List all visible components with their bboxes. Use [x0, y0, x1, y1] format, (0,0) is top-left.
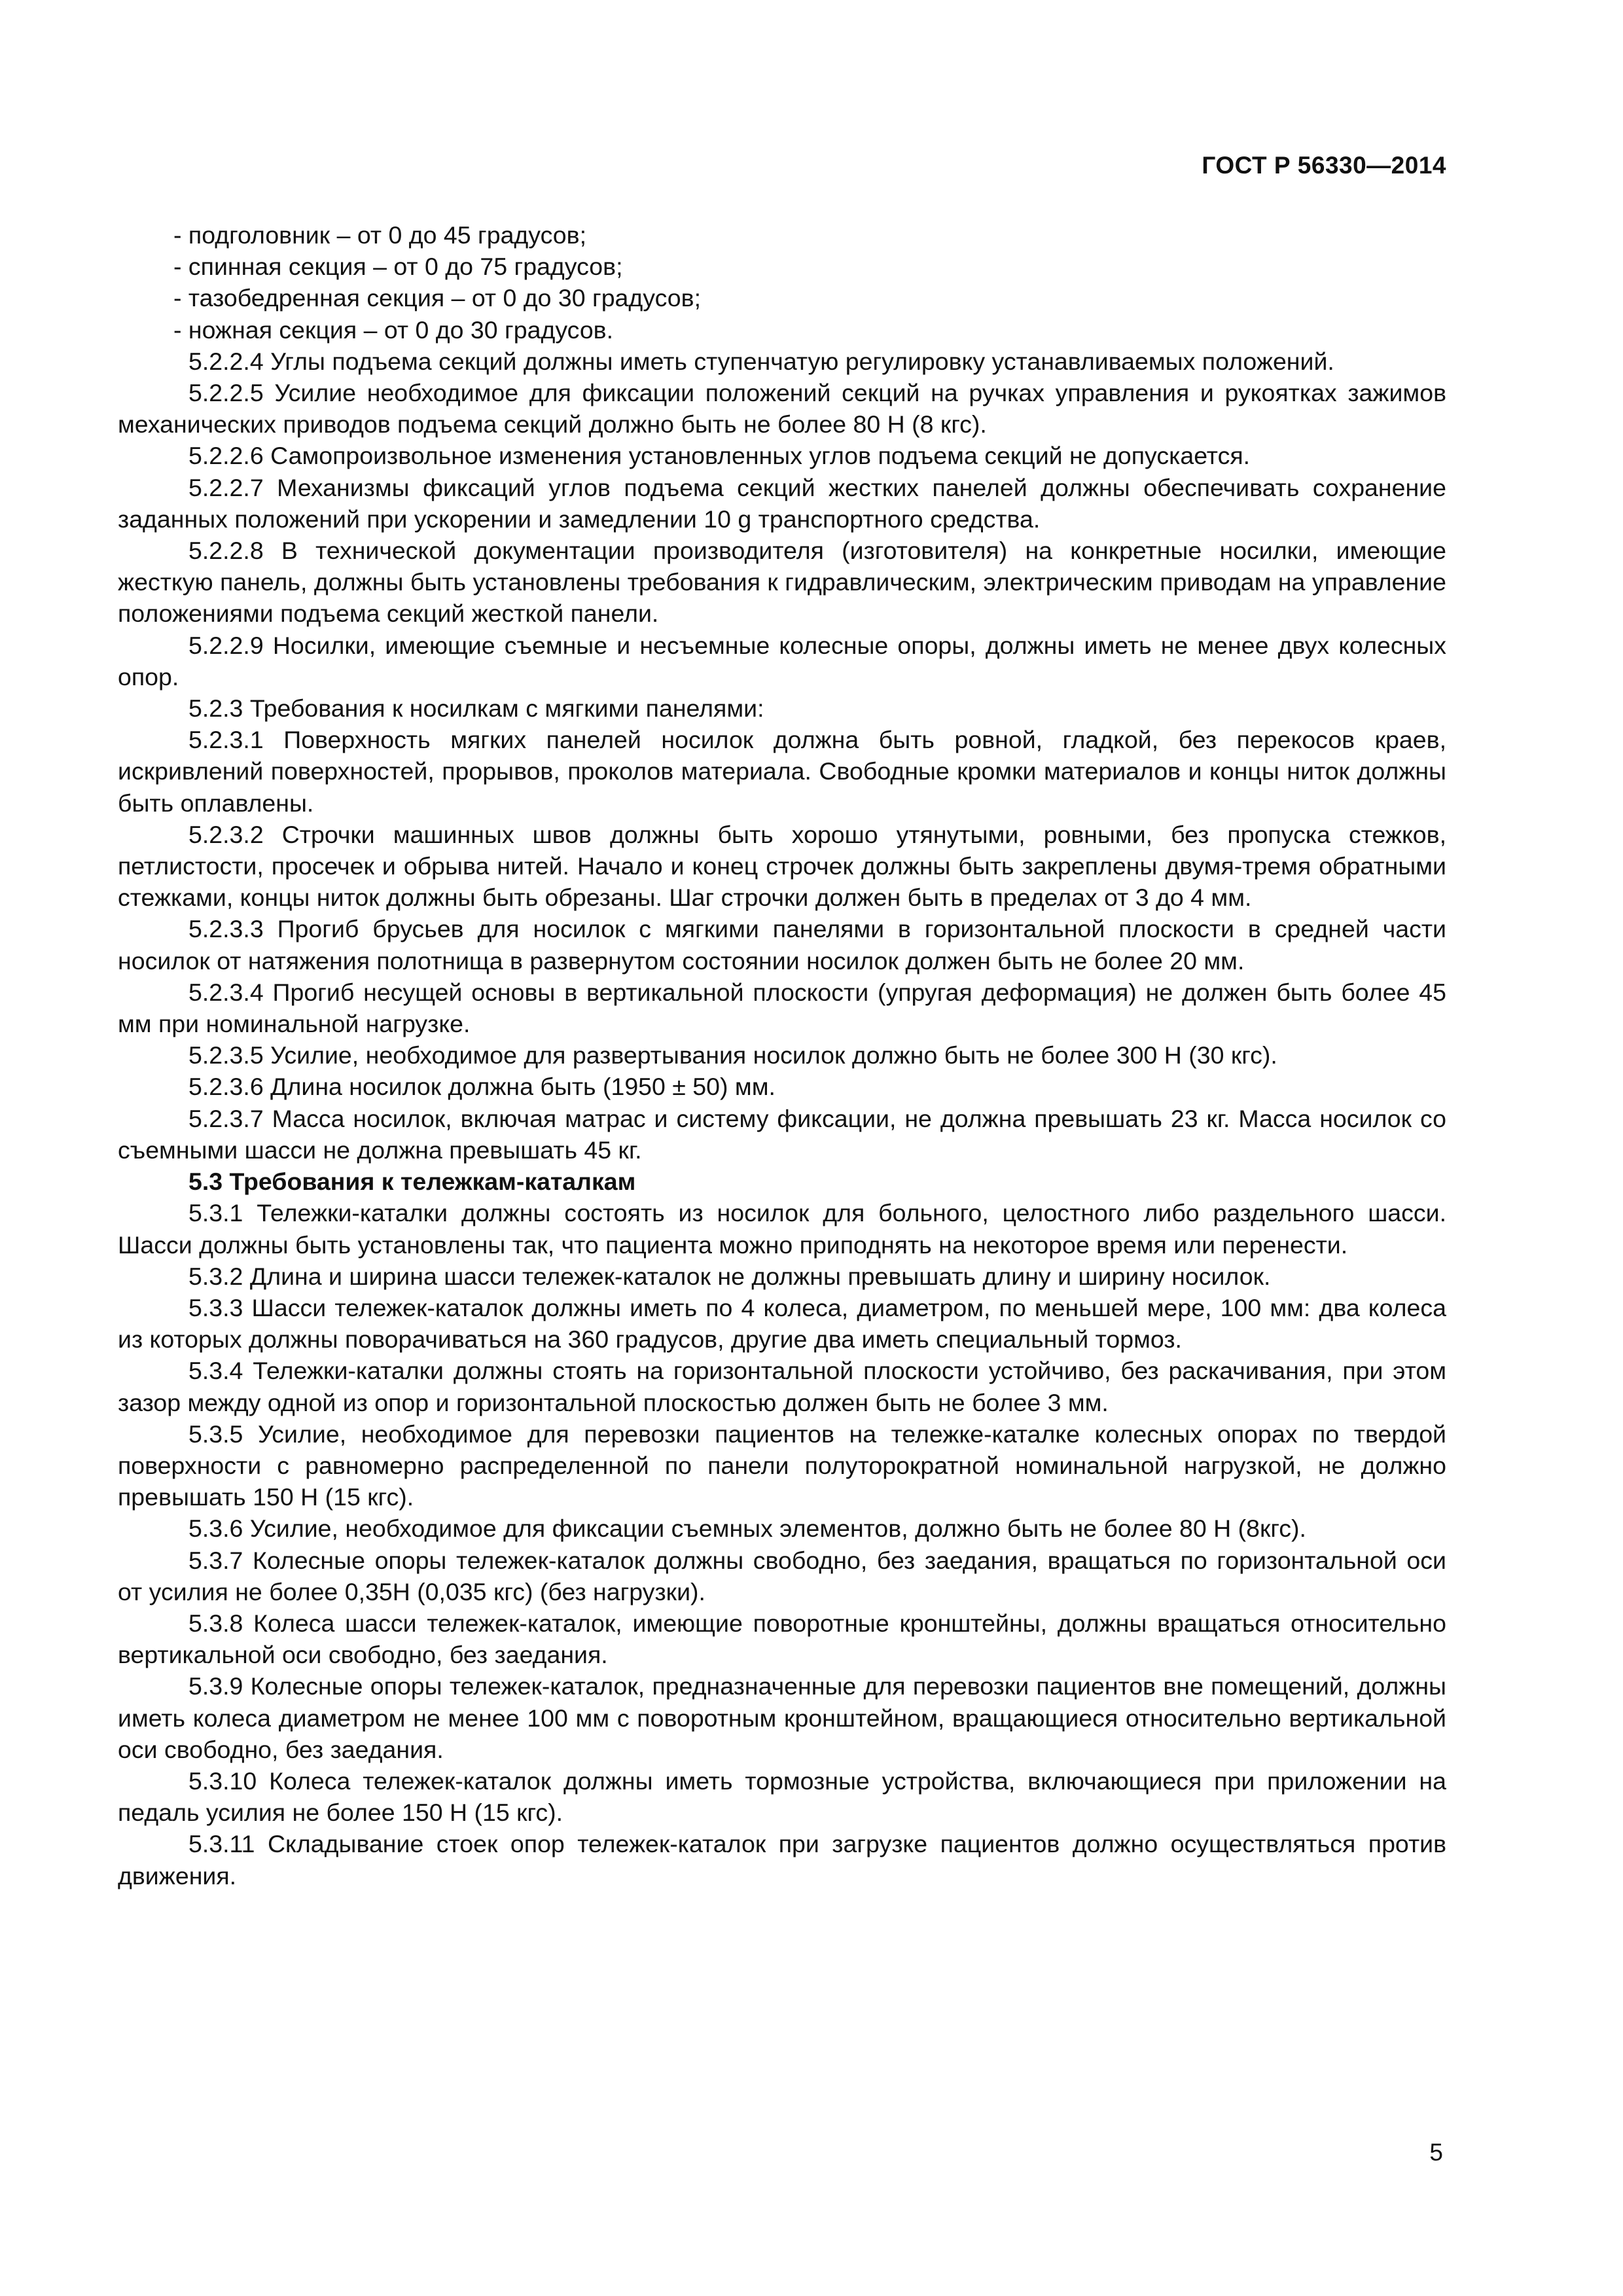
clause-5-3-5: 5.3.5 Усилие, необходимое для перевозки пациентов на тележке-каталке колесных опорах по твердой поверхности с равномерно распределенной по панели полуторократной номинальной нагрузкой, не должно превышать 150 Н (15 кгс). — [118, 1420, 1446, 1511]
clause-5-3-10: 5.3.10 Колеса тележек-каталок должны иметь тормозные устройства, включающиеся при приложении на педаль усилия не более 150 Н (15 кгс). — [118, 1767, 1446, 1827]
clause-5-2-3-7: 5.2.3.7 Масса носилок, включая матрас и систему фиксации, не должна превышать 23 кг. Масса носилок со съемными шасси не должна превышать 45 кг. — [118, 1104, 1446, 1164]
section-heading: 5.3 Требования к тележкам-каталкам — [188, 1168, 636, 1196]
clause-5-2-3-1: 5.2.3.1 Поверхность мягких панелей носилок должна быть ровной, гладкой, без перекосов краев, искривлений поверхностей, прорывов, проколов материала. Свободные кромки материалов и концы ниток должны быть оплавлены. — [118, 726, 1446, 817]
clause-5-3-6: 5.3.6 Усилие, необходимое для фиксации съемных элементов, должно быть не более 80 Н (8кгс). — [188, 1515, 1306, 1543]
clause-5-3-3: 5.3.3 Шасси тележек-каталок должны иметь по 4 колеса, диаметром, по меньшей мере, 100 мм: два колеса из которых должны поворачиваться на 360 градусов, другие два иметь специальный тормоз. — [118, 1293, 1446, 1354]
clause-5-3-2: 5.3.2 Длина и ширина шасси тележек-каталок не должны превышать длину и ширину носилок. — [188, 1262, 1271, 1290]
list-item: - спинная секция – от 0 до 75 градусов; — [173, 253, 623, 281]
clause-5-3-7: 5.3.7 Колесные опоры тележек-каталок должны свободно, без заедания, вращаться по горизонтальной оси от усилия не более 0,35Н (0,035 кгс) (без нагрузки). — [118, 1546, 1446, 1605]
clause-5-2-3-4: 5.2.3.4 Прогиб несущей основы в вертикальной плоскости (упругая деформация) не должен быть более 45 мм при номинальной нагрузке. — [118, 978, 1446, 1038]
list-item: - подголовник – от 0 до 45 градусов; — [173, 221, 586, 249]
clause-5-2-2-6: 5.2.2.6 Самопроизвольное изменения установленных углов подъема секций не допускается. — [188, 442, 1251, 470]
page-body — [118, 219, 1446, 1892]
clause-5-3-1: 5.3.1 Тележки-каталки должны состоять из носилок для больного, целостного либо раздельного шасси. Шасси должны быть установлены так, что пациента можно приподнять на некоторое время или перенести. — [118, 1199, 1446, 1259]
clause-5-2-2-8: 5.2.2.8 В технической документации производителя (изготовителя) на конкретные носилки, имеющие жесткую панель, должны быть установлены требования к гидравлическим, электрическим приводам на управление положениями подъема секций жесткой панели. — [118, 537, 1446, 628]
clause-5-3-11: 5.3.11 Складывание стоек опор тележек-каталок при загрузке пациентов должно осуществляться против движения. — [118, 1830, 1446, 1890]
clause-5-2-3-6: 5.2.3.6 Длина носилок должна быть (1950 ± 50) мм. — [188, 1073, 776, 1101]
clause-5-3-4: 5.3.4 Тележки-каталки должны стоять на горизонтальной плоскости устойчиво, без раскачивания, при этом зазор между одной из опор и горизонтальной плоскостью должен быть не более 3 мм. — [118, 1357, 1446, 1416]
document-id-header: ГОСТ Р 56330—2014 — [1202, 152, 1446, 179]
clause-5-2-3-2: 5.2.3.2 Строчки машинных швов должны быть хорошо утянутыми, ровными, без пропуска стежков, петлистости, просечек и обрыва нитей. Начало и конец строчек должны быть закреплены двумя-тремя обратными стежками, концы ниток должны быть обрезаны. Шаг строчки должен быть в пределах от 3 до 4 мм. — [118, 820, 1446, 912]
list-item: - тазобедренная секция – от 0 до 30 градусов; — [173, 284, 701, 312]
list-item: - ножная секция – от 0 до 30 градусов. — [173, 315, 614, 344]
clause-5-3-9: 5.3.9 Колесные опоры тележек-каталок, предназначенные для перевозки пациентов вне помещений, должны иметь колеса диаметром не менее 100 мм с поворотным кронштейном, вращающиеся относительно вертикальной оси свободно, без заедания. — [118, 1672, 1446, 1763]
clause-5-2-3-5: 5.2.3.5 Усилие, необходимое для развертывания носилок должно быть не более 300 Н (30 кгс). — [188, 1041, 1277, 1069]
clause-5-2-2-9: 5.2.2.9 Носилки, имеющие съемные и несъемные колесные опоры, должны иметь не менее двух колесных опор. — [118, 631, 1446, 691]
clause-5-2-2-5: 5.2.2.5 Усилие необходимое для фиксации положений секций на ручках управления и рукоятках зажимов механических приводов подъема секций должно быть не более 80 Н (8 кгс). — [118, 379, 1446, 439]
clause-5-2-2-7: 5.2.2.7 Механизмы фиксаций углов подъема секций жестких панелей должны обеспечивать сохранение заданных положений при ускорении и замедлении 10 g транспортного средства. — [118, 473, 1446, 533]
clause-5-2-2-4: 5.2.2.4 Углы подъема секций должны иметь ступенчатую регулировку устанавливаемых положений. — [188, 347, 1334, 375]
clause-5-2-3-3: 5.2.3.3 Прогиб брусьев для носилок с мягкими панелями в горизонтальной плоскости в средней части носилок от натяжения полотнища в развернутом состоянии носилок должен быть не более 20 мм. — [118, 915, 1446, 975]
clause-5-2-3: 5.2.3 Требования к носилкам с мягкими панелями: — [188, 694, 764, 723]
clause-5-3-8: 5.3.8 Колеса шасси тележек-каталок, имеющие поворотные кронштейны, должны вращаться относительно вертикальной оси свободно, без заедания. — [118, 1609, 1446, 1669]
page-number: 5 — [1429, 2139, 1443, 2166]
